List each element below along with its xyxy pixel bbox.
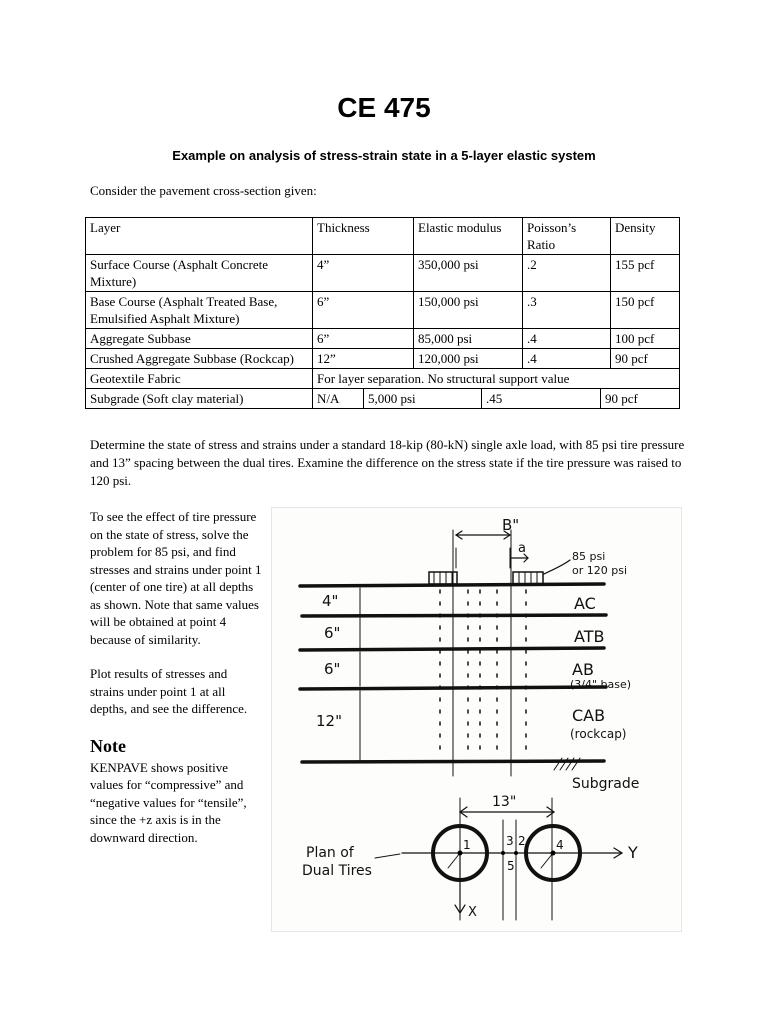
label-pressure-1: 85 psi — [572, 550, 606, 563]
layer-line-ac-atb — [302, 615, 606, 616]
header-cell: Elastic modulus — [414, 218, 523, 255]
hand-sketch-figure — [271, 507, 682, 932]
label-depth-1: 4" — [322, 592, 339, 610]
label-layer-ac: AC — [574, 594, 596, 613]
table-header-row — [86, 218, 680, 255]
label-point-5: 5 — [507, 859, 515, 873]
subgrade-poisson: .45 — [481, 389, 600, 408]
label-layer-ab-note: (3/4" base) — [570, 678, 632, 691]
layer-line-atb-ab — [300, 648, 604, 650]
table-row — [86, 349, 680, 369]
table-row-geotextile — [86, 369, 680, 389]
instruction-paragraph-1: To see the effect of tire pressure on the state of stress, solve the problem for 85 psi, and find stresses and strains under point 1 (center of one tire) at all depths as shown. Note that same values will be obtained at point 4 because of similarity. — [90, 509, 262, 647]
label-point-4: 4 — [556, 838, 564, 852]
table-cell: Base Course (Asphalt Treated Base, Emulsified Asphalt Mixture) — [86, 292, 313, 329]
label-pressure-2: or 120 psi — [572, 564, 628, 577]
label-plan-2: Dual Tires — [302, 863, 372, 879]
label-layer-cab-note: (rockcap) — [570, 727, 627, 741]
header-cell: Density — [611, 218, 680, 255]
header-cell: Layer — [86, 218, 313, 255]
cross-section-sketch — [272, 508, 681, 931]
subgrade-density: 90 pcf — [600, 389, 679, 408]
label-layer-ab: AB — [572, 660, 594, 679]
table-row — [86, 329, 680, 349]
table-cell: 6” — [313, 329, 414, 349]
problem-statement: Determine the state of stress and strains under a standard 18-kip (80-kN) single axle load, with 85 psi tire pressure and 13” spacing between the dual tires. Examine the difference on the stress state if the tire pressure was raised to 120 psi. — [90, 437, 685, 488]
label-point-3: 3 — [506, 834, 514, 848]
label-depth-3: 6" — [324, 660, 341, 678]
label-a: a — [518, 541, 526, 556]
table-cell: .4 — [523, 329, 611, 349]
table-row-subgrade — [86, 389, 680, 409]
label-depth-2: 6" — [324, 624, 341, 642]
table-cell: Crushed Aggregate Subbase (Rockcap) — [86, 349, 313, 369]
table-cell: .4 — [523, 349, 611, 369]
label-plan-1: Plan of — [306, 845, 354, 861]
label-depth-4: 12" — [316, 712, 342, 730]
table-cell: 155 pcf — [611, 255, 680, 292]
subgrade-modulus: 5,000 psi — [363, 389, 481, 408]
table-cell: 120,000 psi — [414, 349, 523, 369]
page-subtitle: Example on analysis of stress-strain state in a 5-layer elastic system — [172, 148, 596, 163]
table-row — [86, 292, 680, 329]
table-cell: 6” — [313, 292, 414, 329]
instruction-paragraph-2: Plot results of stresses and strains under point 1 at all depths, and see the difference. — [90, 666, 248, 716]
tire-load-right — [513, 572, 543, 584]
header-cell: Poisson’s Ratio — [523, 218, 611, 255]
table-cell: 150,000 psi — [414, 292, 523, 329]
table-cell: .2 — [523, 255, 611, 292]
label-layer-atb: ATB — [574, 627, 605, 646]
instructions-column — [90, 508, 262, 846]
header-cell: Thickness — [313, 218, 414, 255]
table-cell: 150 pcf — [611, 292, 680, 329]
label-axis-y: Y — [628, 843, 638, 862]
label-layer-cab: CAB — [572, 706, 606, 725]
table-cell: 350,000 psi — [414, 255, 523, 292]
layer-table — [85, 217, 680, 409]
table-cell: 4” — [313, 255, 414, 292]
table-cell: 85,000 psi — [414, 329, 523, 349]
table-cell: Geotextile Fabric — [86, 369, 313, 389]
note-heading: Note — [90, 735, 126, 756]
label-layer-subgrade: Subgrade — [572, 776, 640, 792]
table-cell: Subgrade (Soft clay material) — [86, 389, 313, 409]
table-cell: Surface Course (Asphalt Concrete Mixture) — [86, 255, 313, 292]
label-point-2: 2 — [518, 834, 526, 848]
note-body: KENPAVE shows positive values for “compressive” and “negative values for “tensile”, since the +z axis is in the downward direction. — [90, 759, 247, 845]
table-cell: 100 pcf — [611, 329, 680, 349]
intro-text: Consider the pavement cross-section given: — [90, 183, 317, 198]
table-cell: Aggregate Subbase — [86, 329, 313, 349]
table-cell-note: For layer separation. No structural support value — [313, 369, 680, 389]
page-title: CE 475 — [337, 92, 431, 123]
table-cell: .3 — [523, 292, 611, 329]
table-row — [86, 255, 680, 292]
label-b: B" — [502, 516, 520, 534]
label-point-1: 1 — [463, 838, 471, 852]
subgrade-values — [313, 389, 680, 409]
subgrade-thickness: N/A — [317, 391, 340, 406]
label-spacing: 13" — [492, 794, 517, 810]
table-cell: 90 pcf — [611, 349, 680, 369]
table-cell: 12” — [313, 349, 414, 369]
label-axis-x: X — [468, 905, 477, 920]
